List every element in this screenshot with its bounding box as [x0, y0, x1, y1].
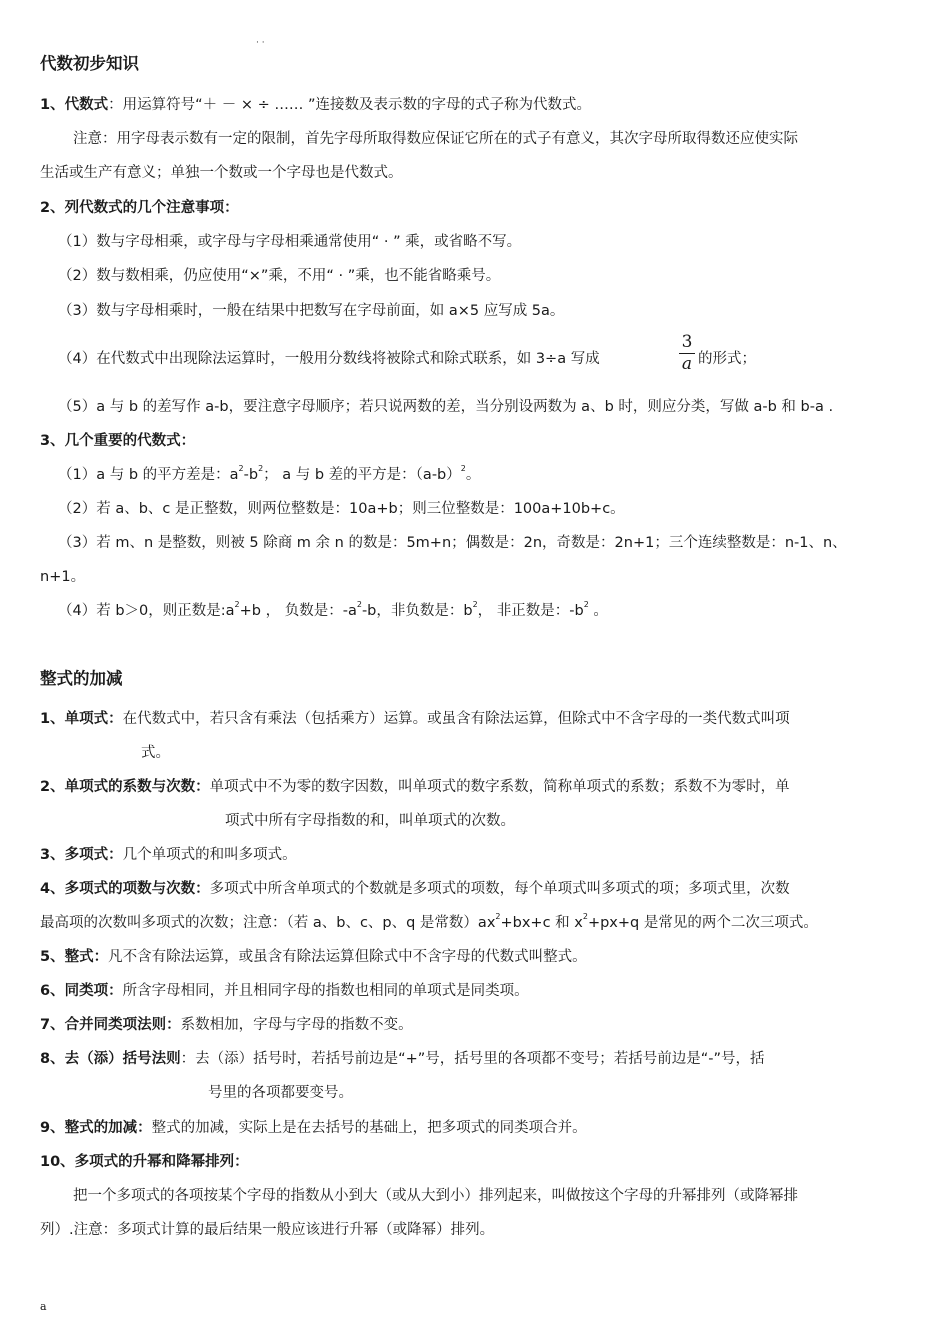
definition-monomial	[40, 709, 790, 729]
note-line-1: 注意：用字母表示数有一定的限制，首先字母所取得数应保证它所在的式子有意义，其次字母所取得数还应使实际	[73, 131, 798, 147]
item-algebraic-expression	[40, 95, 591, 115]
heading-ascending-descending-order: 10、多项式的升幂和降幂排列：	[40, 1154, 249, 1170]
rule-brackets	[40, 1049, 765, 1069]
text-run: （4）若 b＞0，则正数是:a	[58, 603, 235, 619]
section-title-algebra-basics: 代数初步知识	[40, 54, 139, 73]
fraction-numerator: 3	[681, 332, 693, 352]
text-run: 。	[588, 603, 608, 619]
item-text: 整式的加减，实际上是在去括号的基础上，把多项式的同类项合并。	[151, 1120, 587, 1136]
list-item: （2）若 a、b、c 是正整数，则两位整数是：10a+b；则三位整数是：100a+10b+c。	[58, 501, 625, 517]
list-item	[58, 601, 608, 621]
paragraph-line-2: 列）.注意：多项式计算的最后结果一般应该进行升幂（或降幂）排列。	[40, 1222, 495, 1238]
item-label: 8、去（添）括号法则	[40, 1051, 181, 1067]
list-item: （4）在代数式中出现除法运算时，一般用分数线将被除式和除式联系，如 3÷a 写成	[58, 351, 600, 367]
item-label: 4、多项式的项数与次数：	[40, 881, 210, 897]
text-run: +px+q 是常见的两个二次三项式。	[587, 915, 818, 931]
item-text: 所含字母相同，并且相同字母的指数也相同的单项式是同类项。	[122, 983, 529, 999]
definition-integral-expression	[40, 947, 587, 967]
item-text: 几个单项式的和叫多项式。	[122, 847, 297, 863]
item-label: 1、单项式：	[40, 711, 123, 727]
section-title-polynomial-addition: 整式的加减	[40, 669, 123, 688]
item-text: 系数相加，字母与字母的指数不变。	[180, 1017, 413, 1033]
heading-important-expressions: 3、几个重要的代数式：	[40, 433, 196, 449]
definition-polynomial	[40, 845, 297, 865]
item-text: 凡不含有除法运算，或虽含有除法运算但除式中不含字母的代数式叫整式。	[108, 949, 587, 965]
item-label: 5、整式：	[40, 949, 109, 965]
definition-continuation	[40, 913, 818, 933]
text-run: -b，非负数是：b	[361, 603, 473, 619]
fraction-3-over-a	[679, 333, 695, 373]
item-label: 1、代数式	[40, 97, 109, 113]
exponent: 2	[460, 464, 466, 473]
exponent: 2	[583, 600, 589, 609]
text-run: +b ， 负数是：-a	[239, 603, 357, 619]
list-item: （3）若 m、n 是整数，则被 5 除商 m 余 n 的数是：5m+n；偶数是：2n，奇数是：2n+1；三个连续整数是：n-1、n、	[58, 535, 847, 551]
item-text: 在代数式中，若只含有乘法（包括乘方）运算。或虽含有除法运算，但除式中不含字母的一类代数式叫项	[122, 711, 790, 727]
list-item	[58, 465, 480, 485]
fraction-denominator: a	[681, 354, 693, 374]
item-text: 多项式中所含单项式的个数就是多项式的项数，每个单项式叫多项式的项；多项式里，次数	[209, 881, 790, 897]
footer-mark: a	[40, 1300, 47, 1313]
text-run: ； a 与 b 差的平方是：（a-b）	[263, 467, 461, 483]
definition-continuation: 式。	[141, 745, 170, 761]
item-label: 6、同类项：	[40, 983, 123, 999]
header-dots: · ·	[256, 38, 265, 48]
list-item-continuation: n+1。	[40, 569, 86, 585]
list-item: （5）a 与 b 的差写作 a-b，要注意字母顺序；若只说两数的差，当分别设两数为 a、b 时，则应分类，写做 a-b 和 b-a .	[58, 399, 834, 415]
text-run: （1）a 与 b 的平方差是：a	[58, 467, 239, 483]
item-text: ：去（添）括号时，若括号前边是“+”号，括号里的各项都不变号；若括号前边是“-”号，括	[180, 1051, 765, 1067]
exponent: 2	[582, 912, 588, 921]
item-label: 2、单项式的系数与次数：	[40, 779, 210, 795]
exponent: 2	[495, 912, 501, 921]
item-label: 9、整式的加减：	[40, 1120, 152, 1136]
text-run: -b	[243, 467, 259, 483]
list-item: （1）数与字母相乘，或字母与字母相乘通常使用“ · ” 乘，或省略不写。	[58, 234, 522, 250]
list-item-tail: 的形式；	[698, 351, 756, 367]
note-line-2: 生活或生产有意义；单独一个数或一个字母也是代数式。	[40, 165, 403, 181]
rule-combine-like-terms	[40, 1015, 413, 1035]
item-label: 3、多项式：	[40, 847, 123, 863]
exponent: 2	[234, 600, 240, 609]
definition-like-terms	[40, 981, 529, 1001]
item-text: ：用运算符号“＋ － × ÷ …… ”连接数及表示数的字母的式子称为代数式。	[108, 97, 591, 113]
definition-polynomial-add-subtract	[40, 1118, 587, 1138]
exponent: 2	[258, 464, 264, 473]
paragraph-line-1: 把一个多项式的各项按某个字母的指数从小到大（或从大到小）排列起来，叫做按这个字母的升幂排列（或降幂排	[73, 1188, 798, 1204]
exponent: 2	[238, 464, 244, 473]
text-run: ， 非正数是：-b	[477, 603, 584, 619]
text-run: +bx+c 和 x	[500, 915, 583, 931]
text-run: 。	[465, 467, 481, 483]
exponent: 2	[356, 600, 362, 609]
heading-notes-on-expressions: 2、列代数式的几个注意事项：	[40, 200, 239, 216]
list-item: （2）数与数相乘，仍应使用“×”乘，不用“ · ”乘，也不能省略乘号。	[58, 268, 501, 284]
list-item: （3）数与字母相乘时，一般在结果中把数写在字母前面，如 a×5 应写成 5a。	[58, 303, 565, 319]
text-run: 最高项的次数叫多项式的次数；注意：（若 a、b、c、p、q 是常数）ax	[40, 915, 496, 931]
definition-monomial-coefficient-degree	[40, 777, 790, 797]
item-text: 单项式中不为零的数字因数，叫单项式的数字系数，简称单项式的系数；系数不为零时，单	[209, 779, 790, 795]
definition-polynomial-terms-degree	[40, 879, 790, 899]
exponent: 2	[472, 600, 478, 609]
rule-continuation: 号里的各项都要变号。	[208, 1085, 353, 1101]
item-label: 7、合并同类项法则：	[40, 1017, 181, 1033]
definition-continuation: 项式中所有字母指数的和，叫单项式的次数。	[225, 813, 515, 829]
